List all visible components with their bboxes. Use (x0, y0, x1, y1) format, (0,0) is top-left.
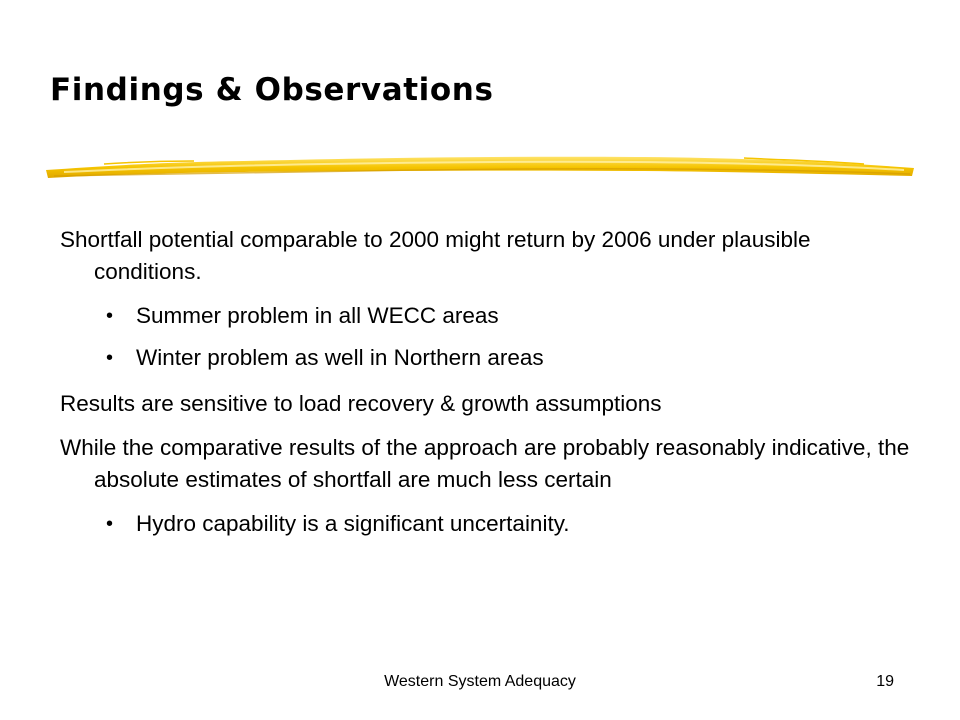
bullet-dot-icon: • (106, 347, 114, 369)
body-paragraph-shortfall: Shortfall potential comparable to 2000 might return by 2006 under plausible conditions. (60, 227, 811, 284)
bullet-list-uncertainty (60, 508, 920, 540)
bullet-dot-icon: • (106, 513, 114, 535)
bullet-text: Hydro capability is a significant uncertainity. (136, 511, 570, 536)
bullet-item (60, 508, 920, 540)
bullet-text: Winter problem as well in Northern areas (136, 345, 544, 370)
slide-footer: Western System Adequacy (384, 673, 576, 690)
bullet-item (60, 300, 920, 332)
bullet-list-shortfall (60, 300, 920, 374)
body-paragraph-uncertainty: While the comparative results of the approach are probably reasonably indicative, the absolute estimates of shortfall are much less certain (60, 435, 910, 492)
bullet-dot-icon: • (106, 305, 114, 327)
slide-body (60, 224, 920, 554)
slide-title: Findings & Observations (50, 72, 494, 108)
title-underline-brush-stroke (44, 148, 916, 190)
bullet-item (60, 342, 920, 374)
bullet-text: Summer problem in all WECC areas (136, 303, 499, 328)
body-paragraph-sensitivity: Results are sensitive to load recovery & growth assumptions (60, 391, 662, 416)
page-number: 19 (876, 673, 894, 690)
